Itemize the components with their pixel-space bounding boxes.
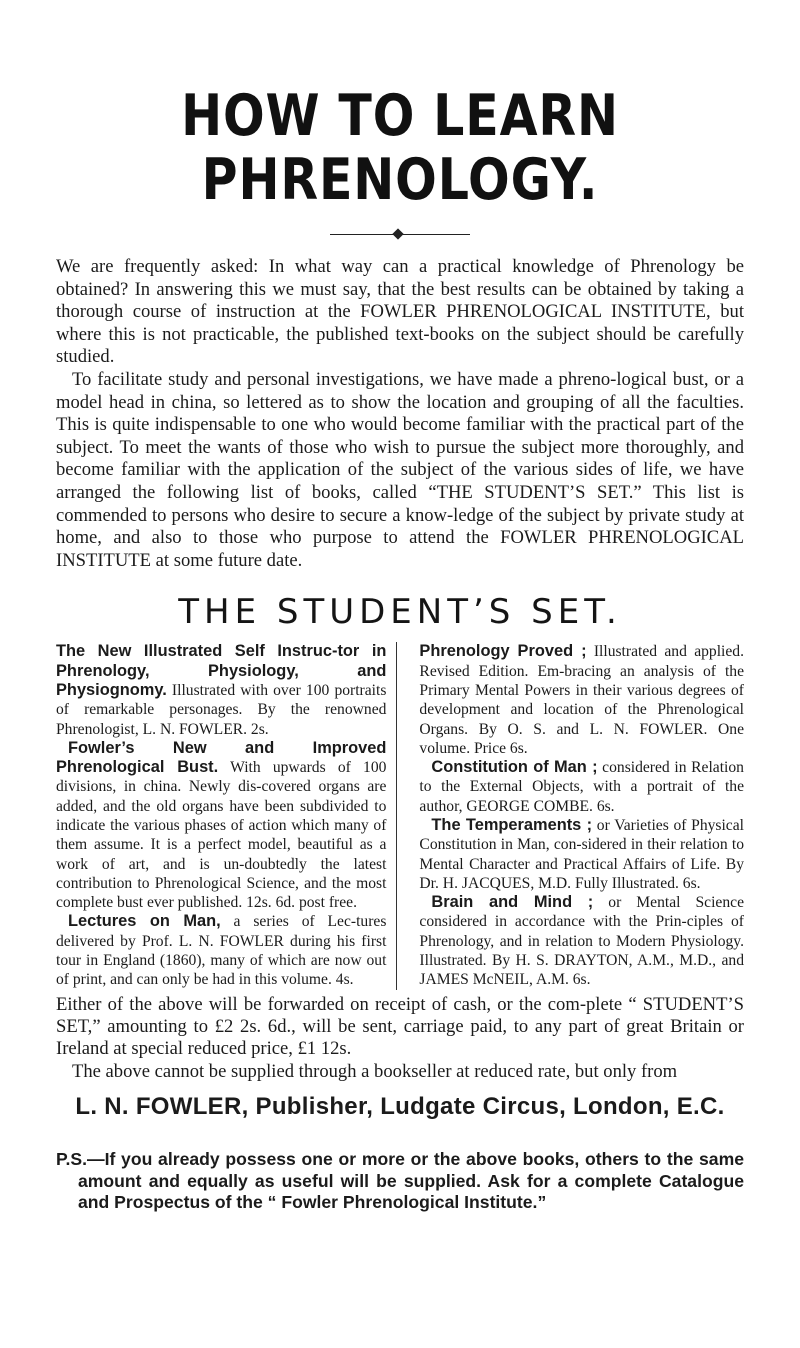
book-title: Constitution of Man ;	[431, 758, 598, 777]
book-entry-constitution	[419, 758, 744, 816]
ordering-paragraph-2: The above cannot be supplied through a bookseller at reduced rate, but only from	[72, 1060, 678, 1082]
intro-text	[56, 256, 744, 572]
book-title: Brain and Mind ;	[431, 893, 594, 912]
ordering-text	[56, 994, 744, 1084]
book-title: Fowler’s New and Improved Phrenological Bust.	[56, 738, 387, 777]
section-title: THE STUDENT’S SET.	[178, 592, 622, 633]
book-title: Lectures on Man,	[68, 912, 221, 931]
book-list-left-column	[56, 642, 396, 989]
book-description: With upwards of 100 divisions, in china. Newly dis-covered organs are added, and the old organs have been subdivided to indicate the various phases of action which many of them assume. It is a perfect model, beautiful as a work of art, and is un-doubtedly the latest contribution to Phrenological Science, and the most complete bust ever published. 12s. 6d. post free.	[56, 759, 387, 912]
postscript: P.S.—If you already possess one or more or the above books, others to the same amount and equally as useful will be supplied. Ask for a complete Catalogue and Prospectus of the “ Fowler Phrenological Institute.”	[56, 1149, 744, 1213]
page-title: HOW TO LEARN PHRENOLOGY.	[181, 83, 619, 213]
book-title: Phrenology Proved ;	[419, 642, 587, 661]
book-title: The Temperaments ;	[431, 815, 593, 834]
book-description: or Varieties of Physical Constitution in Man, con-sidered in their relation to Mental Character and Practical Affairs of Life. By Dr. H. JACQUES, M.D. Fully Illustrated. 6s.	[419, 816, 744, 892]
book-list-right-column	[396, 642, 744, 989]
book-entry-brain-and-mind	[419, 893, 744, 989]
book-entry-lectures	[56, 912, 386, 989]
book-list	[56, 642, 744, 989]
book-description: Illustrated and applied. Revised Edition. Em-bracing an analysis of the Primary Mental Powers in their various degrees of development and location of the Phrenological Organs. By O. S. and L. N. FOWLER. One volume. Price 6s.	[419, 643, 744, 757]
book-description: or Mental Science considered in accordance with the Prin-ciples of Phrenology, and in relation to Modern Physiology. Illustrated. By H. S. DRAYTON, A.M., M.D., and JAMES McNEIL, A.M. 6s.	[419, 894, 744, 989]
divider-ornament	[330, 228, 470, 242]
ordering-paragraph-1: Either of the above will be forwarded on receipt of cash, or the com-plete “ STUDENT’S SET,” amounting to £2 2s. 6d., will be sent, carriage paid, to any part of great Britain or Ireland at special reduced price, £1 12s.	[56, 993, 744, 1060]
intro-paragraph-1: We are frequently asked: In what way can a practical knowledge of Phrenology be obtained? In answering this we must say, that the best results can be obtained by taking a thorough course of instruction at the FOWLER PHRENOLOGICAL INSTITUTE, but where this is not practicable, the published text-books on the subject should be carefully studied.	[56, 256, 744, 368]
publisher-line: L. N. FOWLER, Publisher, Ludgate Circus, London, E.C.	[75, 1093, 725, 1121]
book-title: The New Illustrated Self Instruc-tor in Phrenology, Physiology, and Physiognomy.	[56, 642, 387, 699]
book-entry-bust	[56, 739, 386, 913]
book-entry-self-instructor	[56, 642, 386, 738]
book-entry-phrenology-proved	[419, 642, 744, 758]
diamond-icon	[392, 228, 403, 239]
book-description: considered in Relation to the External Objects, with a portrait of the author, GEORGE COMBE. 6s.	[419, 759, 744, 815]
intro-paragraph-2: To facilitate study and personal investigations, we have made a phreno-logical bust, or a model head in china, so lettered as to show the location and grouping of all the faculties. This is quite indispensable to one who would become familiar with the practical part of the subject. To meet the wants of those who wish to pursue the subject more thoroughly, and become familiar with the application of the subject of the various sides of life, we have arranged the following list of books, called “THE STUDENT’S SET.” This list is commended to persons who desire to secure a know-ledge of the subject by private study at home, and also to those who purpose to attend the FOWLER PHRENOLOGICAL INSTITUTE at some future date.	[56, 368, 744, 571]
book-description: Illustrated with over 100 portraits of remarkable personages. By the renowned Phrenologist, L. N. FOWLER. 2s.	[56, 681, 387, 738]
book-entry-temperaments	[419, 816, 744, 893]
book-description: a series of Lec-tures delivered by Prof. L. N. FOWLER during his first tour in England (1860), many of which are now out of print, and can only be had in this volume. 4s.	[56, 913, 387, 989]
